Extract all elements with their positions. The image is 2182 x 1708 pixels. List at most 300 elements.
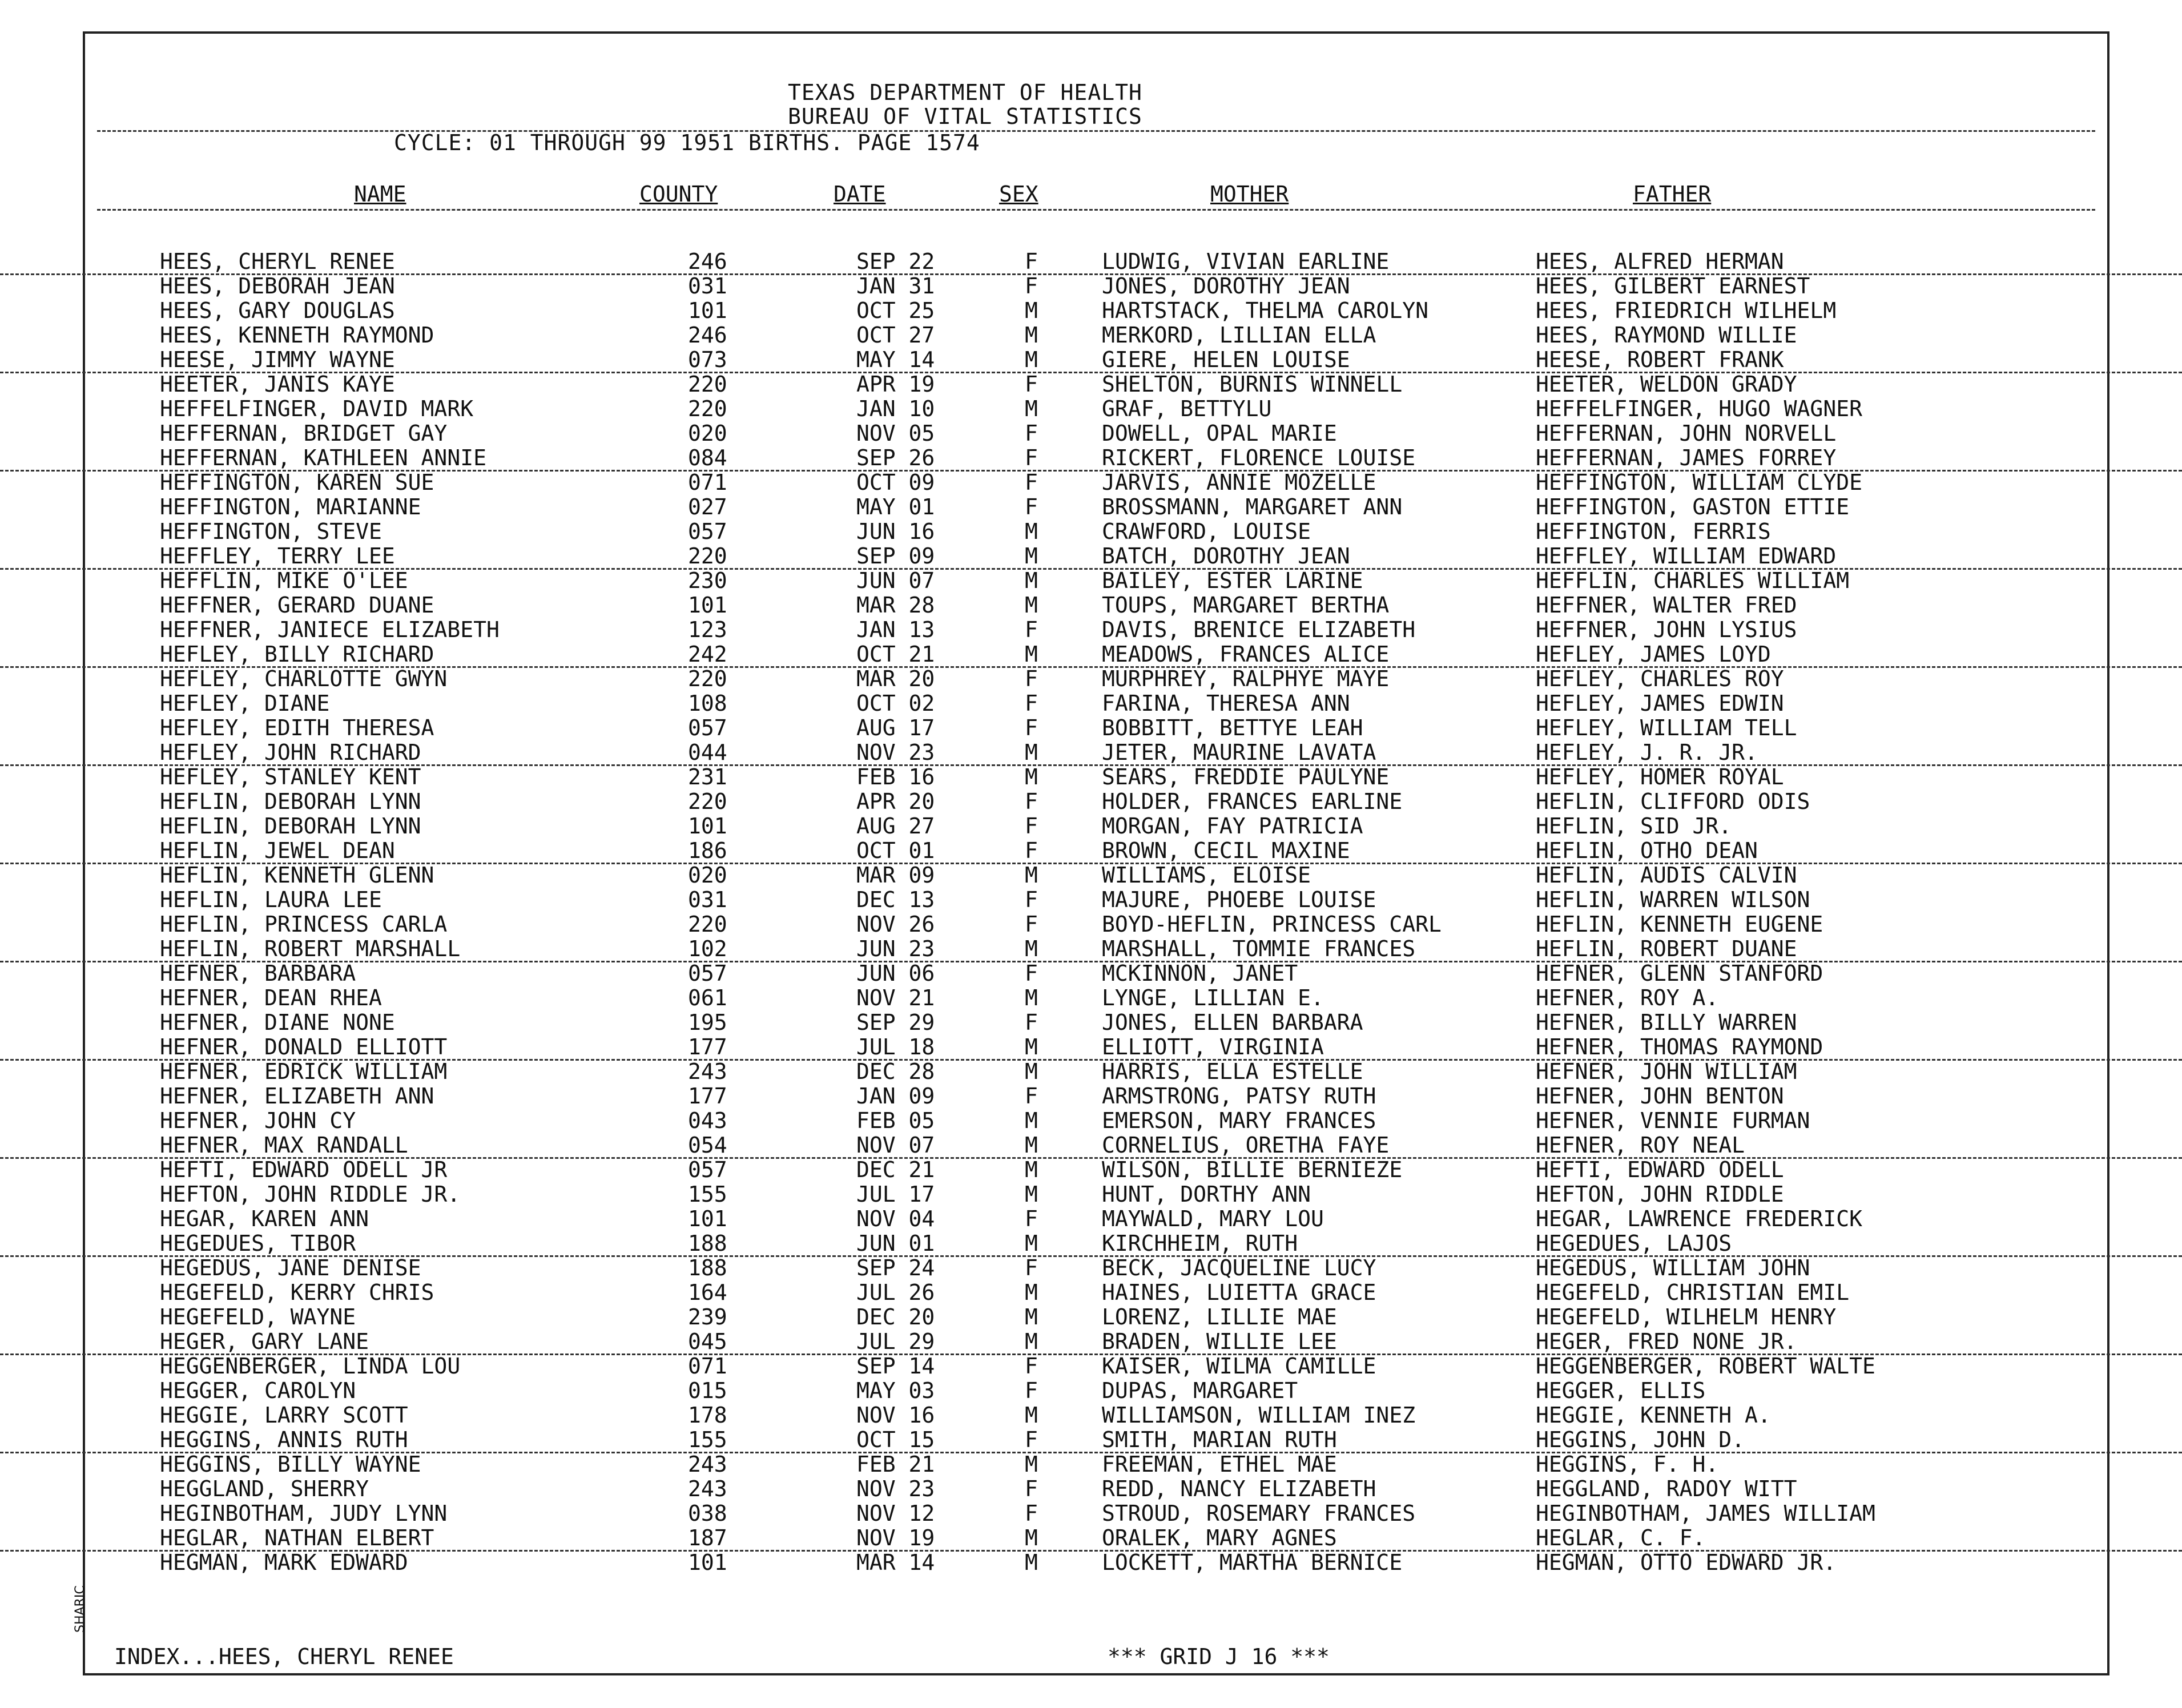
- table-row: [0, 1452, 2182, 1476]
- cell-father: HEES, FRIEDRICH WILHELM: [1536, 298, 1837, 323]
- cell-name: HEFLIN, PRINCESS CARLA: [160, 912, 448, 937]
- cell-name: HEGEFELD, WAYNE: [160, 1304, 356, 1330]
- cell-name: HEGGINS, ANNIS RUTH: [160, 1427, 408, 1452]
- cell-county: 186: [688, 838, 727, 863]
- cell-sex: M: [1025, 1329, 1038, 1354]
- cell-sex: F: [1025, 445, 1038, 470]
- cell-date: SEP 26: [856, 445, 935, 470]
- cell-date: MAR 20: [856, 666, 935, 691]
- cell-mother: BROSSMANN, MARGARET ANN: [1102, 494, 1403, 519]
- cell-county: 020: [688, 421, 727, 446]
- cell-sex: F: [1025, 1083, 1038, 1109]
- cell-county: 246: [688, 323, 727, 348]
- cell-county: 155: [688, 1427, 727, 1452]
- col-header-county: COUNTY: [639, 182, 718, 207]
- table-row: [0, 1378, 2182, 1403]
- cell-sex: M: [1025, 985, 1038, 1010]
- cell-sex: F: [1025, 1378, 1038, 1403]
- cell-date: JAN 13: [856, 617, 935, 642]
- cell-county: 057: [688, 1157, 727, 1182]
- cell-mother: LORENZ, LILLIE MAE: [1102, 1304, 1337, 1330]
- cell-county: 220: [688, 789, 727, 814]
- cell-sex: F: [1025, 1255, 1038, 1280]
- table-row: [0, 568, 2182, 593]
- cell-sex: M: [1025, 936, 1038, 961]
- cell-name: HEFLIN, JEWEL DEAN: [160, 838, 395, 863]
- cell-mother: HARTSTACK, THELMA CAROLYN: [1102, 298, 1428, 323]
- cell-county: 057: [688, 519, 727, 544]
- cell-date: DEC 28: [856, 1059, 935, 1084]
- cell-date: SEP 24: [856, 1255, 935, 1280]
- cell-name: HEGGLAND, SHERRY: [160, 1476, 369, 1501]
- col-header-name: NAME: [354, 182, 406, 207]
- table-row: [0, 1157, 2182, 1182]
- table-row: [0, 1206, 2182, 1231]
- cell-sex: M: [1025, 1280, 1038, 1305]
- cell-county: 061: [688, 985, 727, 1010]
- cell-name: HEFNER, EDRICK WILLIAM: [160, 1059, 448, 1084]
- cell-mother: HUNT, DORTHY ANN: [1102, 1182, 1311, 1207]
- table-row: [0, 1476, 2182, 1501]
- table-row: [0, 1083, 2182, 1108]
- cell-county: 123: [688, 617, 727, 642]
- cell-county: 057: [688, 961, 727, 986]
- cell-sex: M: [1025, 1034, 1038, 1060]
- cell-mother: BROWN, CECIL MAXINE: [1102, 838, 1350, 863]
- cell-county: 073: [688, 347, 727, 372]
- cell-father: HEGGIE, KENNETH A.: [1536, 1403, 1771, 1428]
- cell-date: JAN 10: [856, 396, 935, 421]
- cell-mother: HAINES, LUIETTA GRACE: [1102, 1280, 1376, 1305]
- cell-sex: M: [1025, 1403, 1038, 1428]
- cell-mother: WILLIAMSON, WILLIAM INEZ: [1102, 1403, 1416, 1428]
- cell-county: 246: [688, 249, 727, 274]
- table-row: [0, 740, 2182, 766]
- cell-county: 101: [688, 298, 727, 323]
- cell-date: JUN 06: [856, 961, 935, 986]
- cell-county: 243: [688, 1476, 727, 1501]
- cell-father: HEFTON, JOHN RIDDLE: [1536, 1182, 1784, 1207]
- cell-sex: F: [1025, 1427, 1038, 1452]
- cell-county: 177: [688, 1034, 727, 1060]
- cell-name: HEGINBOTHAM, JUDY LYNN: [160, 1501, 448, 1526]
- cell-name: HEFFLEY, TERRY LEE: [160, 543, 395, 569]
- cell-sex: F: [1025, 691, 1038, 716]
- cell-sex: F: [1025, 912, 1038, 937]
- cell-name: HEFLEY, STANLEY KENT: [160, 764, 421, 789]
- table-row: [0, 1403, 2182, 1427]
- cell-mother: TOUPS, MARGARET BERTHA: [1102, 593, 1390, 618]
- cell-father: HEGAR, LAWRENCE FREDERICK: [1536, 1206, 1862, 1231]
- cell-father: HEGGENBERGER, ROBERT WALTE: [1536, 1353, 1875, 1379]
- cell-mother: LOCKETT, MARTHA BERNICE: [1102, 1550, 1403, 1575]
- table-row: [0, 617, 2182, 642]
- cell-father: HEFLEY, HOMER ROYAL: [1536, 764, 1784, 789]
- cell-sex: F: [1025, 715, 1038, 740]
- cell-name: HEES, KENNETH RAYMOND: [160, 323, 434, 348]
- cell-mother: FARINA, THERESA ANN: [1102, 691, 1350, 716]
- cell-sex: F: [1025, 789, 1038, 814]
- cell-sex: M: [1025, 1157, 1038, 1182]
- table-row: [0, 1525, 2182, 1552]
- cell-father: HEFTI, EDWARD ODELL: [1536, 1157, 1784, 1182]
- table-row: [0, 543, 2182, 570]
- table-row: [0, 985, 2182, 1010]
- cell-father: HEFFNER, JOHN LYSIUS: [1536, 617, 1797, 642]
- cell-father: HEGGINS, JOHN D.: [1536, 1427, 1745, 1452]
- cell-county: 188: [688, 1231, 727, 1256]
- table-row: [0, 494, 2182, 519]
- cell-county: 220: [688, 396, 727, 421]
- cell-county: 220: [688, 372, 727, 397]
- cell-mother: MURPHREY, RALPHYE MAYE: [1102, 666, 1390, 691]
- cell-date: DEC 21: [856, 1157, 935, 1182]
- cell-date: MAY 03: [856, 1378, 935, 1403]
- cell-county: 044: [688, 740, 727, 765]
- cell-date: OCT 21: [856, 642, 935, 667]
- cell-name: HEESE, JIMMY WAYNE: [160, 347, 395, 372]
- cell-county: 101: [688, 1550, 727, 1575]
- cell-father: HEFFERNAN, JAMES FORREY: [1536, 445, 1837, 470]
- cell-father: HEFFLEY, WILLIAM EDWARD: [1536, 543, 1837, 569]
- cell-date: APR 19: [856, 372, 935, 397]
- cell-mother: HOLDER, FRANCES EARLINE: [1102, 789, 1403, 814]
- cell-date: SEP 29: [856, 1010, 935, 1035]
- cell-mother: BOYD-HEFLIN, PRINCESS CARL: [1102, 912, 1442, 937]
- cell-sex: M: [1025, 323, 1038, 348]
- cell-name: HEGEDUS, JANE DENISE: [160, 1255, 421, 1280]
- cell-name: HEFLIN, KENNETH GLENN: [160, 863, 434, 888]
- cell-name: HEES, GARY DOUGLAS: [160, 298, 395, 323]
- cell-father: HEFFLIN, CHARLES WILLIAM: [1536, 568, 1850, 593]
- table-row: [0, 445, 2182, 472]
- cell-county: 155: [688, 1182, 727, 1207]
- cell-sex: M: [1025, 593, 1038, 618]
- cell-name: HEFLIN, DEBORAH LYNN: [160, 789, 421, 814]
- cell-mother: MARSHALL, TOMMIE FRANCES: [1102, 936, 1416, 961]
- cell-name: HEFFNER, JANIECE ELIZABETH: [160, 617, 500, 642]
- cell-sex: M: [1025, 568, 1038, 593]
- cell-county: 045: [688, 1329, 727, 1354]
- table-row: [0, 1255, 2182, 1280]
- cell-county: 057: [688, 715, 727, 740]
- cell-date: JUL 17: [856, 1182, 935, 1207]
- cell-mother: FREEMAN, ETHEL MAE: [1102, 1452, 1337, 1477]
- cell-mother: JONES, DOROTHY JEAN: [1102, 273, 1350, 299]
- cell-date: NOV 16: [856, 1403, 935, 1428]
- cell-name: HEFNER, BARBARA: [160, 961, 356, 986]
- cell-sex: M: [1025, 1182, 1038, 1207]
- cell-county: 188: [688, 1255, 727, 1280]
- cell-name: HEFFNER, GERARD DUANE: [160, 593, 434, 618]
- cell-county: 230: [688, 568, 727, 593]
- cell-mother: BAILEY, ESTER LARINE: [1102, 568, 1363, 593]
- cell-county: 187: [688, 1525, 727, 1550]
- cell-sex: M: [1025, 863, 1038, 888]
- cell-date: NOV 04: [856, 1206, 935, 1231]
- cell-mother: DOWELL, OPAL MARIE: [1102, 421, 1337, 446]
- table-row: [0, 764, 2182, 789]
- cell-name: HEGGINS, BILLY WAYNE: [160, 1452, 421, 1477]
- table-row: [0, 1034, 2182, 1061]
- cell-sex: M: [1025, 642, 1038, 667]
- cell-sex: M: [1025, 1133, 1038, 1158]
- cell-mother: BECK, JACQUELINE LUCY: [1102, 1255, 1376, 1280]
- cell-name: HEGEDUES, TIBOR: [160, 1231, 356, 1256]
- cell-name: HEFFERNAN, KATHLEEN ANNIE: [160, 445, 486, 470]
- cell-county: 239: [688, 1304, 727, 1330]
- cell-name: HEFNER, DEAN RHEA: [160, 985, 382, 1010]
- cell-mother: KIRCHHEIM, RUTH: [1102, 1231, 1298, 1256]
- cell-mother: DUPAS, MARGARET: [1102, 1378, 1298, 1403]
- cell-mother: MCKINNON, JANET: [1102, 961, 1298, 986]
- cell-name: HEFTI, EDWARD ODELL JR: [160, 1157, 448, 1182]
- cell-father: HEFLIN, OTHO DEAN: [1536, 838, 1758, 863]
- cell-date: FEB 21: [856, 1452, 935, 1477]
- cell-sex: M: [1025, 1059, 1038, 1084]
- cell-mother: MEADOWS, FRANCES ALICE: [1102, 642, 1390, 667]
- table-row: [0, 372, 2182, 396]
- cell-mother: BRADEN, WILLIE LEE: [1102, 1329, 1337, 1354]
- cell-name: HEFFERNAN, BRIDGET GAY: [160, 421, 448, 446]
- cell-date: OCT 02: [856, 691, 935, 716]
- cell-sex: F: [1025, 470, 1038, 495]
- cell-county: 015: [688, 1378, 727, 1403]
- cell-sex: F: [1025, 1501, 1038, 1526]
- cell-mother: JETER, MAURINE LAVATA: [1102, 740, 1376, 765]
- cell-name: HEFNER, ELIZABETH ANN: [160, 1083, 434, 1109]
- cell-father: HEGGLAND, RADOY WITT: [1536, 1476, 1797, 1501]
- cell-mother: BOBBITT, BETTYE LEAH: [1102, 715, 1363, 740]
- cell-father: HEFNER, GLENN STANFORD: [1536, 961, 1823, 986]
- table-row: [0, 813, 2182, 838]
- cell-father: HEFFERNAN, JOHN NORVELL: [1536, 421, 1837, 446]
- cell-name: HEGLAR, NATHAN ELBERT: [160, 1525, 434, 1550]
- cell-name: HEGMAN, MARK EDWARD: [160, 1550, 408, 1575]
- cell-sex: M: [1025, 1108, 1038, 1133]
- cell-name: HEGER, GARY LANE: [160, 1329, 369, 1354]
- table-row: [0, 1329, 2182, 1355]
- cell-father: HEFNER, JOHN BENTON: [1536, 1083, 1784, 1109]
- cell-county: 054: [688, 1133, 727, 1158]
- cell-sex: M: [1025, 1550, 1038, 1575]
- cell-mother: ARMSTRONG, PATSY RUTH: [1102, 1083, 1376, 1109]
- cell-name: HEFFINGTON, STEVE: [160, 519, 382, 544]
- cell-mother: LYNGE, LILLIAN E.: [1102, 985, 1324, 1010]
- cell-name: HEFNER, JOHN CY: [160, 1108, 356, 1133]
- cell-father: HEFLEY, CHARLES ROY: [1536, 666, 1784, 691]
- table-row: [0, 1133, 2182, 1159]
- cell-father: HEFNER, JOHN WILLIAM: [1536, 1059, 1797, 1084]
- cell-date: NOV 21: [856, 985, 935, 1010]
- cell-county: 231: [688, 764, 727, 789]
- table-row: [0, 470, 2182, 494]
- table-row: [0, 421, 2182, 445]
- cell-mother: LUDWIG, VIVIAN EARLINE: [1102, 249, 1390, 274]
- cell-sex: M: [1025, 1525, 1038, 1550]
- cell-date: NOV 26: [856, 912, 935, 937]
- cell-sex: F: [1025, 249, 1038, 274]
- cell-sex: F: [1025, 838, 1038, 863]
- cell-father: HEESE, ROBERT FRANK: [1536, 347, 1784, 372]
- cell-date: OCT 09: [856, 470, 935, 495]
- table-row: [0, 298, 2182, 323]
- cell-date: FEB 05: [856, 1108, 935, 1133]
- cell-date: JUL 26: [856, 1280, 935, 1305]
- cell-name: HEFFINGTON, KAREN SUE: [160, 470, 434, 495]
- cell-mother: GRAF, BETTYLU: [1102, 396, 1272, 421]
- table-row: [0, 1501, 2182, 1525]
- cell-father: HEES, RAYMOND WILLIE: [1536, 323, 1797, 348]
- cell-sex: M: [1025, 764, 1038, 789]
- cell-sex: M: [1025, 1304, 1038, 1330]
- cell-county: 195: [688, 1010, 727, 1035]
- cell-date: SEP 09: [856, 543, 935, 569]
- cell-mother: ORALEK, MARY AGNES: [1102, 1525, 1337, 1550]
- cell-county: 031: [688, 887, 727, 912]
- cell-county: 102: [688, 936, 727, 961]
- cell-name: HEFLIN, DEBORAH LYNN: [160, 813, 421, 839]
- cell-mother: WILLIAMS, ELOISE: [1102, 863, 1311, 888]
- cell-date: JUN 07: [856, 568, 935, 593]
- table-row: [0, 863, 2182, 887]
- table-row: [0, 249, 2182, 275]
- table-row: [0, 838, 2182, 864]
- cell-name: HEES, DEBORAH JEAN: [160, 273, 395, 299]
- cell-county: 220: [688, 666, 727, 691]
- cell-sex: F: [1025, 1206, 1038, 1231]
- cell-sex: F: [1025, 273, 1038, 299]
- cell-mother: BATCH, DOROTHY JEAN: [1102, 543, 1350, 569]
- cell-date: NOV 05: [856, 421, 935, 446]
- cell-date: MAR 28: [856, 593, 935, 618]
- cell-mother: JARVIS, ANNIE MOZELLE: [1102, 470, 1376, 495]
- cell-date: MAR 09: [856, 863, 935, 888]
- cell-mother: SHELTON, BURNIS WINNELL: [1102, 372, 1403, 397]
- cell-date: SEP 22: [856, 249, 935, 274]
- cell-sex: M: [1025, 1452, 1038, 1477]
- cell-date: MAY 14: [856, 347, 935, 372]
- cell-father: HEFNER, ROY NEAL: [1536, 1133, 1745, 1158]
- cell-county: 038: [688, 1501, 727, 1526]
- table-row: [0, 642, 2182, 668]
- cell-father: HEFFNER, WALTER FRED: [1536, 593, 1797, 618]
- cell-county: 220: [688, 912, 727, 937]
- cell-father: HEFFELFINGER, HUGO WAGNER: [1536, 396, 1862, 421]
- cell-sex: F: [1025, 494, 1038, 519]
- table-row: [0, 1182, 2182, 1206]
- cell-mother: CORNELIUS, ORETHA FAYE: [1102, 1133, 1390, 1158]
- cell-date: FEB 16: [856, 764, 935, 789]
- cell-date: JUL 18: [856, 1034, 935, 1060]
- cell-father: HEES, ALFRED HERMAN: [1536, 249, 1784, 274]
- cell-name: HEFLEY, EDITH THERESA: [160, 715, 434, 740]
- cell-father: HEGINBOTHAM, JAMES WILLIAM: [1536, 1501, 1875, 1526]
- cell-sex: M: [1025, 347, 1038, 372]
- cell-father: HEFLEY, JAMES EDWIN: [1536, 691, 1784, 716]
- cell-mother: MORGAN, FAY PATRICIA: [1102, 813, 1363, 839]
- cell-mother: ELLIOTT, VIRGINIA: [1102, 1034, 1324, 1060]
- cell-date: NOV 12: [856, 1501, 935, 1526]
- table-row: [0, 961, 2182, 985]
- table-row: [0, 912, 2182, 936]
- cell-date: JUL 29: [856, 1329, 935, 1354]
- cell-date: JUN 23: [856, 936, 935, 961]
- cell-county: 084: [688, 445, 727, 470]
- table-row: [0, 1353, 2182, 1378]
- cell-sex: F: [1025, 887, 1038, 912]
- cell-father: HEFFINGTON, GASTON ETTIE: [1536, 494, 1850, 519]
- cell-father: HEFLIN, SID JR.: [1536, 813, 1732, 839]
- cell-father: HEGEDUS, WILLIAM JOHN: [1536, 1255, 1810, 1280]
- table-row: [0, 1010, 2182, 1034]
- cell-date: OCT 01: [856, 838, 935, 863]
- cell-county: 243: [688, 1059, 727, 1084]
- cell-date: NOV 19: [856, 1525, 935, 1550]
- cell-name: HEFNER, DONALD ELLIOTT: [160, 1034, 448, 1060]
- cell-county: 101: [688, 813, 727, 839]
- table-row: [0, 1108, 2182, 1133]
- cell-father: HEFNER, VENNIE FURMAN: [1536, 1108, 1810, 1133]
- cell-name: HEGAR, KAREN ANN: [160, 1206, 369, 1231]
- table-row: [0, 936, 2182, 962]
- cell-sex: F: [1025, 1353, 1038, 1379]
- cell-name: HEFFINGTON, MARIANNE: [160, 494, 421, 519]
- cell-date: NOV 07: [856, 1133, 935, 1158]
- cell-county: 031: [688, 273, 727, 299]
- cell-father: HEFFINGTON, FERRIS: [1536, 519, 1771, 544]
- cell-county: 071: [688, 1353, 727, 1379]
- table-row: [0, 323, 2182, 347]
- cell-mother: CRAWFORD, LOUISE: [1102, 519, 1311, 544]
- table-row: [0, 715, 2182, 740]
- cell-name: HEFTON, JOHN RIDDLE JR.: [160, 1182, 461, 1207]
- cell-date: OCT 15: [856, 1427, 935, 1452]
- cell-sex: M: [1025, 519, 1038, 544]
- cell-father: HEFLIN, ROBERT DUANE: [1536, 936, 1797, 961]
- cell-sex: M: [1025, 1231, 1038, 1256]
- cell-county: 177: [688, 1083, 727, 1109]
- cell-name: HEFLEY, BILLY RICHARD: [160, 642, 434, 667]
- cell-date: JAN 31: [856, 273, 935, 299]
- cell-mother: MERKORD, LILLIAN ELLA: [1102, 323, 1376, 348]
- agency-title: TEXAS DEPARTMENT OF HEALTH: [788, 80, 1142, 105]
- table-row: [0, 691, 2182, 715]
- cell-mother: SMITH, MARIAN RUTH: [1102, 1427, 1337, 1452]
- cell-sex: M: [1025, 543, 1038, 569]
- cell-county: 220: [688, 543, 727, 569]
- cell-county: 101: [688, 1206, 727, 1231]
- cell-father: HEFLEY, JAMES LOYD: [1536, 642, 1771, 667]
- cell-county: 178: [688, 1403, 727, 1428]
- cell-father: HEGER, FRED NONE JR.: [1536, 1329, 1797, 1354]
- cell-name: HEFLIN, LAURA LEE: [160, 887, 382, 912]
- col-header-sex: SEX: [999, 182, 1038, 207]
- col-header-mother: MOTHER: [1210, 182, 1289, 207]
- cell-name: HEGGENBERGER, LINDA LOU: [160, 1353, 461, 1379]
- table-row: [0, 887, 2182, 912]
- cell-name: HEGEFELD, KERRY CHRIS: [160, 1280, 434, 1305]
- cell-sex: M: [1025, 740, 1038, 765]
- cell-father: HEFFINGTON, WILLIAM CLYDE: [1536, 470, 1862, 495]
- cell-sex: F: [1025, 1476, 1038, 1501]
- cell-father: HEFLIN, AUDIS CALVIN: [1536, 863, 1797, 888]
- cell-sex: F: [1025, 666, 1038, 691]
- cell-mother: EMERSON, MARY FRANCES: [1102, 1108, 1376, 1133]
- cell-date: AUG 17: [856, 715, 935, 740]
- cell-father: HEGLAR, C. F.: [1536, 1525, 1706, 1550]
- cell-county: 027: [688, 494, 727, 519]
